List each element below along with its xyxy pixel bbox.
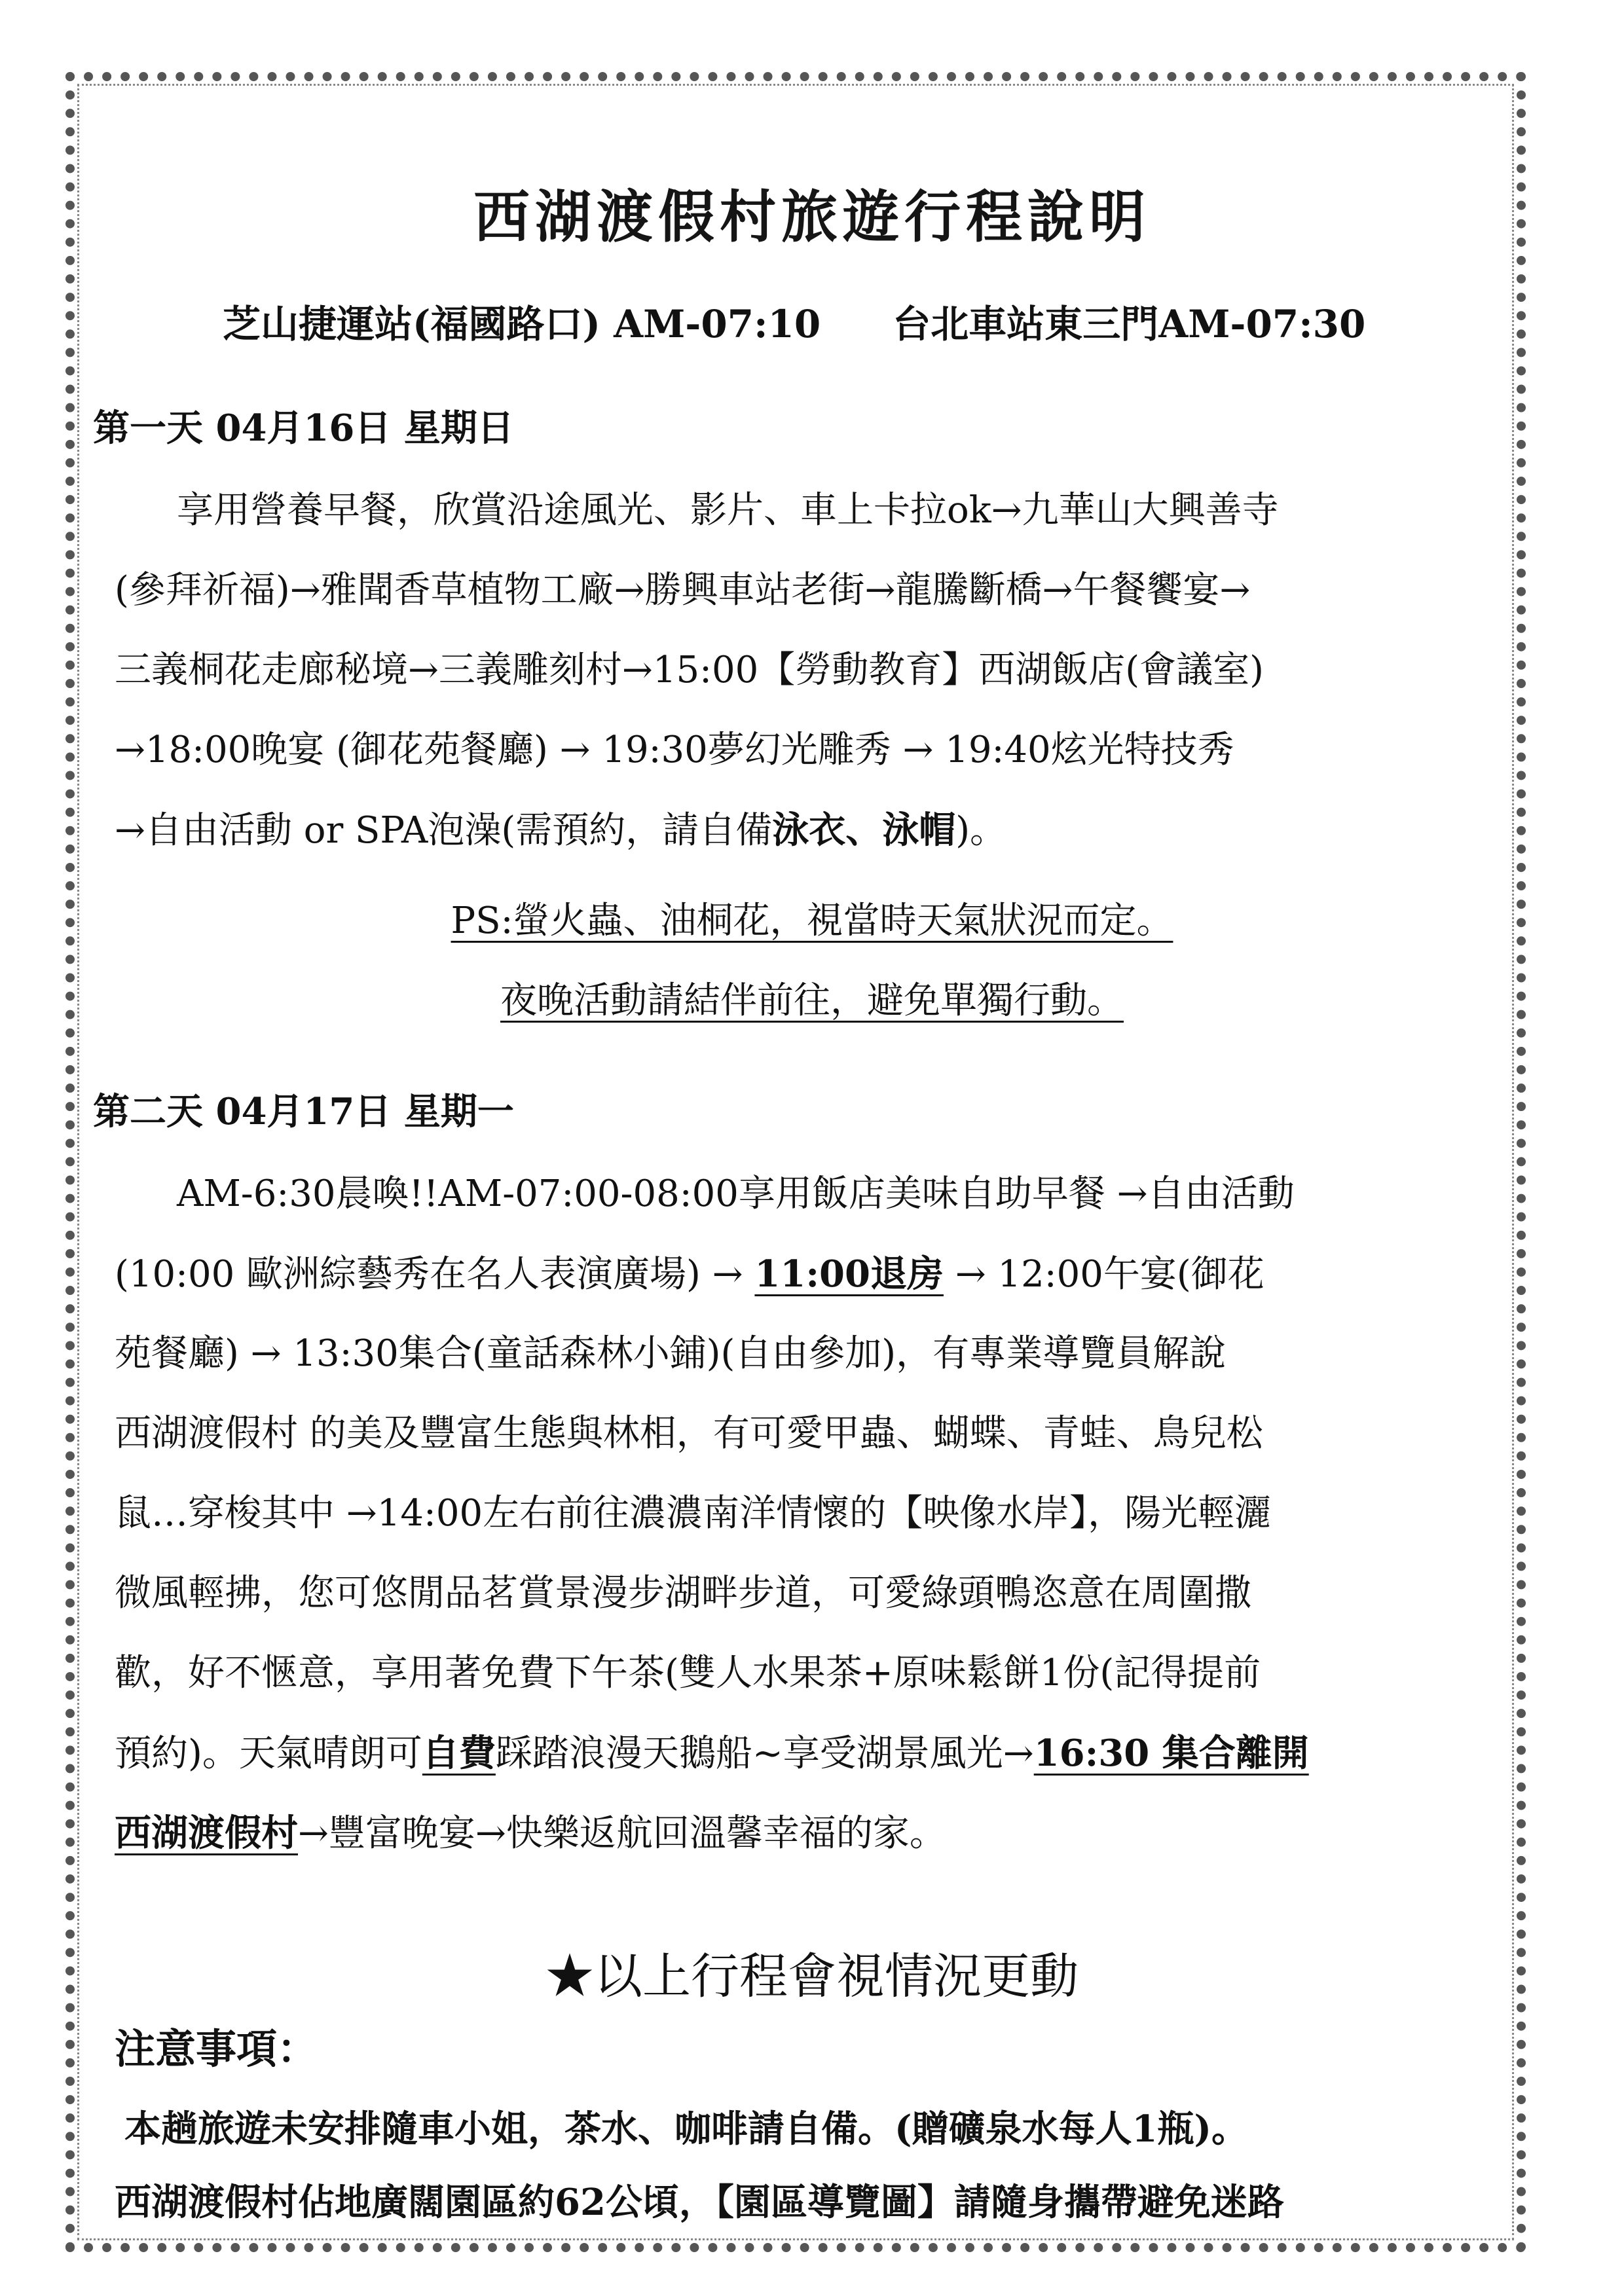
- note-item: 西湖渡假村佔地廣闊園區約62公頃，【園區導覽圖】請隨身攜帶避免迷路: [115, 2181, 1284, 2224]
- day2-departure-time: 16:30 集合離開: [1033, 1732, 1309, 1775]
- day1-night-note: [0, 972, 1624, 1024]
- day1-line5-text: →自由活動 or SPA泡澡(需預約，請自備: [115, 809, 773, 852]
- departure-info: [223, 293, 1467, 348]
- day2-line2-end: → 12:00午宴(御花: [943, 1253, 1264, 1296]
- day1-heading: 第一天 04月16日 星期日: [93, 407, 514, 450]
- day1-line5-end: )。: [955, 809, 1007, 852]
- day1-ps-text: PS:螢火蟲、油桐花，視當時天氣狀況而定。: [451, 900, 1173, 942]
- day2-self-pay: 自費: [422, 1732, 496, 1775]
- day2-line8-mid: 踩踏浪漫天鵝船~享受湖景風光→: [495, 1732, 1034, 1775]
- day1-ps-note: [0, 892, 1624, 944]
- day1-line: (參拜祈福)→雅聞香草植物工廠→勝興車站老街→龍騰斷橋→午餐饗宴→: [115, 569, 1251, 611]
- day1-line: →18:00晚宴 (御花苑餐廳) → 19:30夢幻光雕秀 → 19:40炫光特技秀: [115, 729, 1234, 771]
- day2-line: 鼠…穿梭其中 →14:00左右前往濃濃南洋情懷的【映像水岸】，陽光輕灑: [115, 1492, 1272, 1535]
- day1-line: 三義桐花走廊秘境→三義雕刻村→15:00【勞動教育】西湖飯店(會議室): [115, 649, 1264, 691]
- day2-line2-text: (10:00 歐洲綜藝秀在名人表演廣場) →: [115, 1253, 755, 1296]
- day2-line: [115, 1812, 946, 1855]
- departure-stop-2: 台北車站東三門AM-07:30: [893, 302, 1366, 346]
- day2-line: 歡，好不愜意，享用著免費下午茶(雙人水果茶+原味鬆餅1份(記得提前: [115, 1652, 1261, 1694]
- notes-heading: 注意事項：: [115, 2025, 318, 2073]
- day2-checkout-time: 11:00退房: [754, 1252, 944, 1296]
- day2-line9-end: →豐富晚宴→快樂返航回溫馨幸福的家。: [298, 1812, 946, 1855]
- day2-line: [115, 1732, 1309, 1775]
- day2-line: 苑餐廳) → 13:30集合(童話森林小鋪)(自由參加)，有專業導覽員解說: [115, 1332, 1227, 1375]
- day2-line8-text: 預約)。天氣晴朗可: [115, 1732, 422, 1775]
- day2-resort-name: 西湖渡假村: [115, 1812, 298, 1855]
- day1-night-text: 夜晚活動請結伴前往，避免單獨行動。: [500, 979, 1124, 1022]
- day2-heading: 第二天 04月17日 星期一: [93, 1090, 514, 1133]
- document-title: 西湖渡假村旅遊行程說明: [473, 185, 1151, 250]
- day2-line: [115, 1252, 1264, 1296]
- note-item: 本趟旅遊未安排隨車小姐，茶水、咖啡請自備。(贈礦泉水每人1瓶)。: [124, 2107, 1248, 2151]
- day2-line: 西湖渡假村 的美及豐富生態與林相，有可愛甲蟲、蝴蝶、青蛙、鳥兒松: [115, 1412, 1263, 1455]
- day1-line: 享用營養早餐，欣賞沿途風光、影片、車上卡拉ok→九華山大興善寺: [177, 489, 1279, 532]
- departure-stop-1: 芝山捷運站(福國路口) AM-07:10: [223, 302, 821, 346]
- day2-line: 微風輕拂，您可悠閒品茗賞景漫步湖畔步道，可愛綠頭鴨恣意在周圍撒: [115, 1572, 1251, 1614]
- day1-line: [115, 809, 1007, 852]
- itinerary-change-notice: ★以上行程會視情況更動: [545, 1948, 1079, 2005]
- day1-swimwear-note: 泳衣、泳帽: [772, 809, 956, 852]
- day2-line: AM-6:30晨喚!!AM-07:00-08:00享用飯店美味自助早餐 →自由活動: [177, 1173, 1295, 1215]
